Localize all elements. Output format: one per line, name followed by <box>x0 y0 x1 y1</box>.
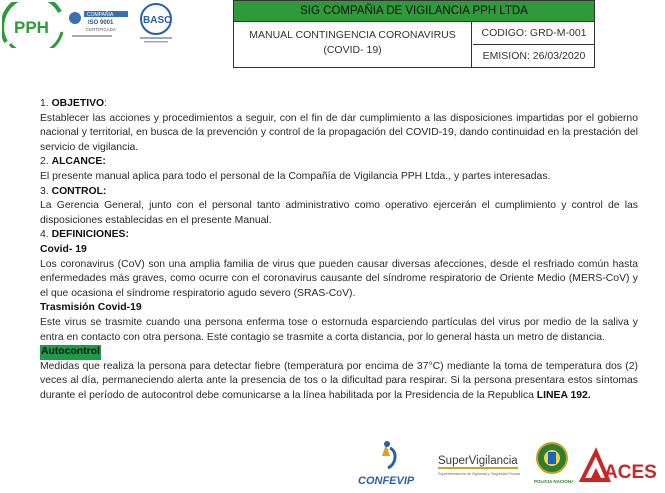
svg-text:COMPAÑIA: COMPAÑIA <box>87 12 114 18</box>
svg-text:POLICIA NACIONAL: POLICIA NACIONAL <box>534 479 573 484</box>
svg-text:CERTIFICADA: CERTIFICADA <box>86 27 116 32</box>
svg-text:BASC: BASC <box>143 15 172 26</box>
covid-heading: Covid- 19 <box>40 243 87 255</box>
aces-logo <box>578 438 662 488</box>
pph-logo <box>2 2 66 48</box>
section-control-heading: 3. CONTROL: <box>40 185 107 197</box>
section-alcance-heading: 2. ALCANCE: <box>40 156 106 168</box>
document-header-table <box>233 0 595 68</box>
autocontrol-heading: Autocontrol <box>40 345 638 360</box>
svg-text:PPH: PPH <box>14 18 49 37</box>
supervigilancia-logo <box>436 438 520 488</box>
svg-text:ISO 9001: ISO 9001 <box>88 20 114 26</box>
covid-text: Los coronavirus (CoV) son una amplia familia de virus que pueden causar diversas afecciones, desde el resfriado común hasta enfermedades más graves, como ocurre con el coronavirus causante del síndrome respiratorio de Oriente Medio (MERS-CoV) y el que ocasiona el síndrome respiratorio agudo severo (SRAS-CoV). <box>40 258 638 299</box>
document-body <box>40 97 638 403</box>
confevip-logo <box>356 438 424 488</box>
company-title: SIG COMPAÑIA DE VIGILANCIA PPH LTDA <box>234 1 594 22</box>
svg-text:Superintendencia de Vigilancia: Superintendencia de Vigilancia y Seguridad Privada <box>438 472 520 476</box>
iso-certification-logo <box>68 8 130 42</box>
transmision-heading: Trasmisión Covid-19 <box>40 302 142 314</box>
svg-text:ACES: ACES <box>604 462 657 483</box>
transmision-text: Este virus se trasmite cuando una persona enferma tose o estornuda esparciendo partículas del virus por medio de la saliva y entra en contacto con otra persona. Este contagio se trasmite a corta distancia, por lo general hasta un metro de distancia. <box>40 316 638 343</box>
svg-text:SuperVigilancia: SuperVigilancia <box>438 455 518 467</box>
svg-text:CONFEVIP: CONFEVIP <box>358 475 415 487</box>
document-title <box>234 22 472 67</box>
emission-date: EMISION: 26/03/2020 <box>482 50 586 62</box>
policia-nacional-logo <box>531 438 573 488</box>
section-objetivo-text: Establecer las acciones y procedimientos a seguir, con el fin de dar cumplimiento a las disposiciones impartidas por el gobierno nacional y territorial, en busca de la prevención y control de la propagación del COVID-19, dando continuidad en la prestación del servicio de vigilancia. <box>40 112 638 153</box>
autocontrol-text: Medidas que realiza la persona para detectar fiebre (temperatura por encima de 37°C) mediante la toma de temperatura dos (2) veces al día, permaneciendo alerta ante la presencia de tos o la dificultad para respirar. Si la persona presentara estos síntomas durante el período de autocontrol debe comunicarse a la línea habilitada por la Presidencia de la Republica LINEA 192. <box>40 360 638 401</box>
document-code: CODIGO: GRD-M-001 <box>473 22 595 45</box>
section-definiciones-heading: 4. DEFINICIONES: <box>40 229 129 241</box>
section-alcance-text: El presente manual aplica para todo el personal de la Compañía de Vigilancia PPH Ltda., y partes interesadas. <box>40 170 551 182</box>
section-objetivo-heading: 1. OBJETIVO: <box>40 98 107 109</box>
document-title-line2: (COVID- 19) <box>323 44 382 56</box>
section-control-text: La Gerencia General, junto con el personal tanto administrativo como operativo ejercerán el cumplimiento y control de las disposiciones establecidas en el presente Manual. <box>40 200 638 226</box>
basc-logo <box>134 2 178 44</box>
document-title-line1: MANUAL CONTINGENCIA CORONAVIRUS <box>249 29 456 41</box>
